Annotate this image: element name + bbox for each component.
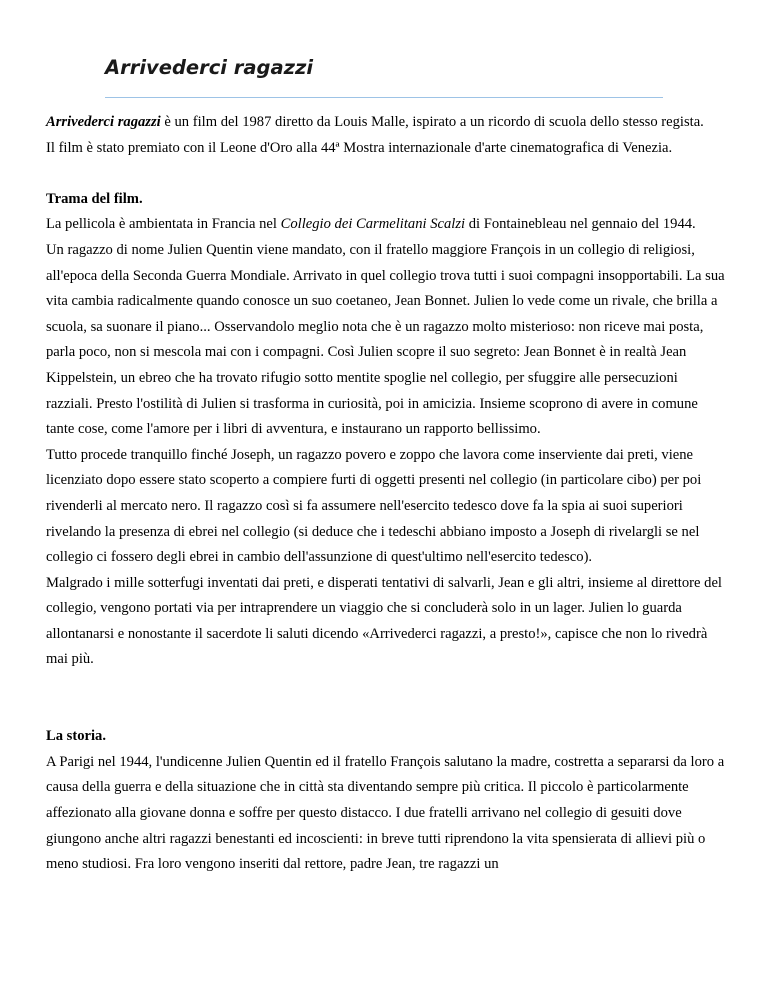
intro-paragraph	[46, 110, 726, 136]
plot-paragraph-setting: La pellicola è ambientata in Francia nel Collegio dei Carmelitani Scalzi di Fontainebleau nel gennaio del 1944.	[46, 216, 696, 233]
intro-text: è un film del 1987 diretto da Louis Malle, ispirato a un ricordo di scuola dello stesso regista.	[160, 114, 704, 130]
story-paragraph: A Parigi nel 1944, l'undicenne Julien Quentin ed il fratello François salutano la madre, costretta a separarsi da loro a causa della guerra e della situazione che in città sta diventando sempre più critica. Il piccolo è particolarmente affezionato alla giovane donna e soffre per questo distacco. I due fratelli arrivano nel collegio di gesuiti dove giungono anche altri ragazzi benestanti ed incoscienti: in breve tutti riprendono la vita spensierata di allievi più o meno studiosi. Fra loro vengono inseriti dal rettore, padre Jean, tre ragazzi un	[46, 753, 725, 873]
college-name-emphasis: Collegio dei Carmelitani Scalzi	[280, 216, 466, 233]
spacer	[46, 161, 726, 187]
story-heading: La storia.	[46, 728, 106, 745]
plot-heading: Trama del film.	[46, 190, 143, 207]
title-underline	[105, 97, 663, 98]
plot-paragraph-ending: Malgrado i mille sotterfugi inventati dai preti, e disperati tentativi di salvarli, Jean e gli altri, insieme al direttore del collegio, vengono portati via per intraprendere un viaggio che si concluderà solo in un lager. Julien lo guarda allontanarsi e nonostante il sacerdote li saluti dicendo «Arrivederci ragazzi, a presto!», capisce che non lo rivedrà mai più.	[46, 574, 722, 668]
spacer	[46, 673, 726, 724]
award-paragraph: Il film è stato premiato con il Leone d'Oro alla 44ª Mostra internazionale d'arte cinematografica di Venezia.	[46, 139, 673, 156]
film-title-emphasis: Arrivederci ragazzi	[46, 114, 161, 130]
document-body	[46, 110, 726, 878]
plot-paragraph-joseph: Tutto procede tranquillo finché Joseph, un ragazzo povero e zoppo che lavora come inserviente dai preti, viene licenziato dopo essere stato scoperto a compiere furti di oggetti presenti nel collegio (in particolare cibo) per poi rivenderli al mercato nero. Il ragazzo così si fa assumere nell'esercito tedesco dove fa la spia ai suoi superiori rivelando la presenza di ebrei nel collegio (si deduce che i tedeschi abbiano imposto a Joseph di rivelargli se nel collegio ci fossero degli ebrei in cambio dell'assunzione di quest'ultimo nell'esercito tedesco).	[46, 446, 702, 566]
plot-paragraph-friendship: Un ragazzo di nome Julien Quentin viene mandato, con il fratello maggiore François in un collegio di religiosi, all'epoca della Seconda Guerra Mondiale. Arrivato in quel collegio trova tutti i suoi compagni insopportabili. La sua vita cambia radicalmente quando conosce un suo coetaneo, Jean Bonnet. Julien lo vede come un rivale, che brilla a scuola, sa suonare il piano... Osservandolo meglio nota che è un ragazzo molto misterioso: non riceve mai posta, parla poco, non si mescola mai con i compagni. Così Julien scopre il suo segreto: Jean Bonnet è in realtà Jean Kippelstein, un ebreo che ha trovato rifugio sotto mentite spoglie nel collegio, per sfuggire alle persecuzioni razziali. Presto l'ostilità di Julien si trasforma in curiosità, poi in amicizia. Insieme scoprono di avere in comune tante cose, come l'amore per i libri di avventura, e instaurano un rapporto bellissimo.	[46, 241, 725, 438]
document-title: Arrivederci ragazzi	[105, 56, 314, 79]
